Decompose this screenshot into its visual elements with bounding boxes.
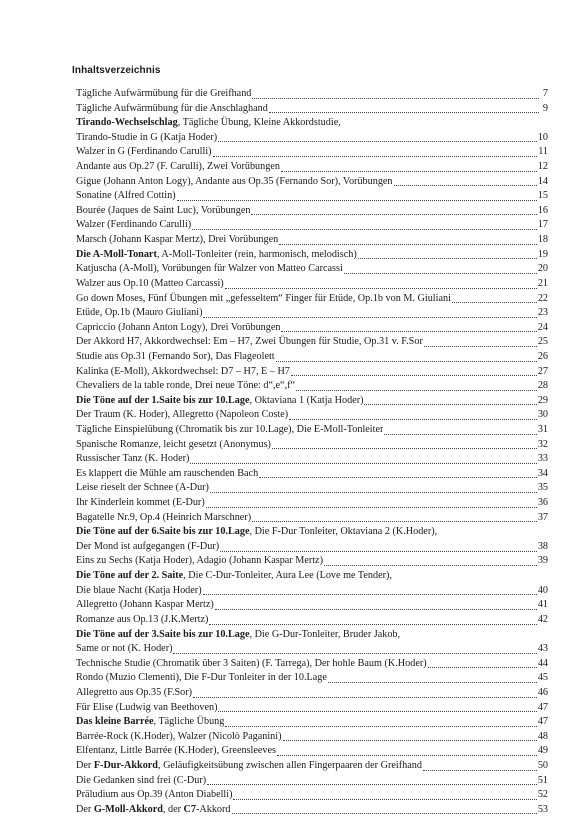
entry-title: Marsch (Johann Kaspar Mertz), Drei Vorübungen: [76, 234, 279, 246]
toc-list: [76, 87, 548, 817]
entry-prefix: Der: [76, 760, 94, 772]
entry-bold-title: F-Dur-Akkord: [93, 760, 158, 772]
page-number: 37: [537, 511, 548, 523]
dot-leader: [324, 564, 537, 566]
toc-entry[interactable]: [76, 788, 548, 803]
entry-title-wrap: [76, 423, 383, 438]
toc-entry[interactable]: [76, 145, 548, 160]
entry-title: Die Gedanken sind frei (C-Dur): [76, 774, 207, 786]
toc-entry[interactable]: [76, 701, 548, 716]
dot-leader: [279, 243, 537, 245]
toc-entry-line: [76, 423, 548, 438]
entry-title-wrap: [76, 321, 280, 336]
page-number: 32: [537, 438, 548, 450]
dot-leader: [218, 710, 536, 712]
toc-entry-line: [76, 218, 548, 233]
page-number: 36: [537, 497, 548, 509]
entry-title: Studie aus Op.31 (Fernando Sor), Das Flageolett: [76, 350, 275, 362]
toc-entry[interactable]: [76, 189, 548, 204]
dot-leader: [272, 447, 537, 449]
toc-entry-line: [76, 555, 548, 570]
entry-title: Bourée (Jaques de Saint Luc), Vorübungen: [76, 204, 251, 216]
entry-bold-title: Die Töne auf der 2. Saite: [76, 570, 184, 582]
entry-title: Tägliche Aufwärmübung für die Greifhand: [76, 87, 252, 99]
dot-leader: [269, 111, 539, 113]
entry-title-wrap: [76, 467, 258, 482]
page-title: Inhaltsverzeichnis: [72, 65, 161, 76]
dot-leader: [209, 623, 536, 625]
toc-entry-line: [76, 452, 548, 467]
entry-bold-title: Die A-Moll-Tonart: [76, 248, 157, 260]
page-number: 47: [537, 701, 548, 713]
dot-leader: [213, 155, 538, 157]
dot-leader: [210, 491, 537, 493]
page-number: 20: [537, 263, 548, 275]
page-number: 34: [537, 467, 548, 479]
entry-title: Präludium aus Op.39 (Anton Diabelli): [76, 789, 233, 801]
entry-title: Die blaue Nacht (Katja Hoder): [76, 584, 202, 596]
toc-entry-line: [76, 671, 548, 686]
entry-title: Chevaliers de la table ronde, Drei neue Töne: d“,e“,f“: [76, 380, 296, 392]
entry-title: Romanze aus Op.13 (J.K.Mertz): [76, 613, 209, 625]
toc-entry-line: [76, 540, 548, 555]
entry-title: -Akkord: [196, 803, 231, 815]
toc-entry-line: [76, 613, 548, 628]
toc-entry-line: [76, 701, 548, 716]
entry-title: Russischer Tanz (K. Hoder): [76, 453, 190, 465]
dot-leader: [259, 476, 537, 478]
page-number: 30: [537, 409, 548, 421]
toc-entry-line: [76, 686, 548, 701]
toc-entry[interactable]: [76, 379, 548, 394]
entry-title: Etüde, Op.1b (Mauro Giuliani): [76, 307, 203, 319]
dot-leader: [252, 520, 537, 522]
entry-title-wrap: [76, 262, 343, 277]
page-number: 42: [537, 613, 548, 625]
entry-bold-title: C7: [183, 803, 196, 815]
entry-title-wrap: [76, 145, 212, 160]
dot-leader: [251, 213, 536, 215]
dot-leader: [232, 812, 537, 814]
page-number: 19: [537, 248, 548, 260]
dot-leader: [193, 696, 537, 698]
toc-entry[interactable]: [76, 671, 548, 686]
toc-entry-line: [76, 628, 548, 643]
toc-entry-line: [76, 365, 548, 380]
toc-entry-line: [76, 394, 548, 409]
entry-title-wrap: [76, 598, 214, 613]
entry-title: Bagatelle Nr.9, Op.4 (Heinrich Marschner): [76, 511, 252, 523]
entry-title-wrap: [76, 438, 271, 453]
toc-entry[interactable]: [76, 730, 548, 745]
entry-title-wrap: [76, 160, 280, 175]
toc-entry-line: [76, 248, 548, 263]
toc-entry-line: [76, 657, 548, 672]
toc-entry[interactable]: [76, 175, 548, 190]
toc-entry-line: [76, 569, 548, 584]
entry-title: Der Mond ist aufgegangen (F-Dur): [76, 540, 220, 552]
entry-title-wrap: [76, 788, 232, 803]
toc-entry-line: [76, 598, 548, 613]
dot-leader: [424, 345, 537, 347]
entry-title: Kalinka (E-Moll), Akkordwechsel: D7 – H7, E – H7: [76, 365, 290, 377]
toc-entry-line: [76, 438, 548, 453]
page-number: 21: [537, 277, 548, 289]
page-number: 27: [537, 365, 548, 377]
dot-leader: [358, 257, 537, 259]
toc-entry[interactable]: [76, 657, 548, 672]
toc-entry[interactable]: [76, 715, 548, 730]
entry-title-wrap: [76, 408, 288, 423]
toc-entry-line: [76, 335, 548, 350]
entry-title: Allegretto (Johann Kaspar Mertz): [76, 599, 214, 611]
entry-title: Tirando-Studie in G (Katja Hoder): [76, 131, 218, 143]
entry-title: Barrée-Rock (K.Hoder), Walzer (Nicolò Paganini): [76, 730, 282, 742]
page-number: 44: [537, 657, 548, 669]
entry-bold-title: Das kleine Barrée: [76, 716, 154, 728]
toc-entry-line: [76, 160, 548, 175]
toc-entry[interactable]: [76, 555, 548, 570]
dot-leader: [296, 389, 537, 391]
dot-leader: [225, 287, 537, 289]
entry-title-wrap: [76, 365, 290, 380]
entry-title-wrap: [76, 686, 192, 701]
toc-entry-line: [76, 496, 548, 511]
entry-title-wrap: [76, 496, 205, 511]
entry-bold-title: G-Moll-Akkord: [93, 803, 163, 815]
page-number: 23: [537, 307, 548, 319]
page-number: 26: [537, 350, 548, 362]
toc-entry-line: [76, 277, 548, 292]
toc-entry[interactable]: [76, 423, 548, 438]
dot-leader: [203, 593, 537, 595]
dot-leader: [423, 769, 537, 771]
toc-entry[interactable]: [76, 335, 548, 350]
entry-title: , Tägliche Übung, Kleine Akkordstudie,: [177, 117, 341, 129]
toc-entry[interactable]: [76, 598, 548, 613]
page-number: 46: [537, 686, 548, 698]
page-number: 7: [542, 87, 548, 99]
entry-title-wrap: [76, 292, 451, 307]
dot-leader: [207, 783, 537, 785]
entry-title-wrap: [76, 744, 276, 759]
toc-entry[interactable]: [76, 394, 548, 409]
page-number: 10: [537, 131, 548, 143]
entry-title-wrap: [76, 189, 176, 204]
entry-title: Der Traum (K. Hoder), Allegretto (Napoleon Coste): [76, 409, 289, 421]
page-number: 35: [537, 482, 548, 494]
toc-entry[interactable]: [76, 481, 548, 496]
dot-leader: [206, 506, 537, 508]
toc-entry[interactable]: [76, 218, 548, 233]
toc-entry[interactable]: [76, 350, 548, 365]
toc-entry[interactable]: [76, 686, 548, 701]
page-number: 31: [537, 424, 548, 435]
toc-entry-line: [76, 262, 548, 277]
dot-leader: [215, 608, 537, 610]
entry-title: , Die C-Dur-Tonleiter, Aura Lee (Love me Tender),: [183, 570, 392, 582]
toc-entry[interactable]: [76, 102, 548, 117]
toc-entry[interactable]: [76, 467, 548, 482]
page-number: 45: [537, 672, 548, 684]
toc-entry-line: [76, 379, 548, 394]
entry-title: Walzer aus Op.10 (Matteo Carcassi): [76, 277, 224, 289]
entry-bold-title: Die Töne auf der 6.Saite bis zur 10.Lage: [76, 526, 250, 538]
toc-entry[interactable]: [76, 438, 548, 453]
page-number: 38: [537, 540, 548, 552]
entry-title-wrap: [76, 350, 275, 365]
dot-leader: [225, 725, 536, 727]
entry-title-wrap: [76, 175, 393, 190]
entry-title: Gigue (Johann Anton Logy), Andante aus Op.35 (Fernando Sor), Vorübungen: [76, 175, 393, 187]
dot-leader: [281, 330, 536, 332]
entry-title-wrap: [76, 131, 217, 146]
entry-title: Es klappert die Mühle am rauschenden Bach: [76, 467, 259, 479]
entry-title: , A-Moll-Tonleiter (rein, harmonisch, melodisch): [156, 248, 357, 260]
dot-leader: [364, 403, 536, 405]
toc-entry-line: [76, 774, 548, 789]
toc-entry-line: [76, 467, 548, 482]
toc-entry[interactable]: [76, 408, 548, 423]
entry-title: , Die G-Dur-Tonleiter, Bruder Jakob,: [249, 628, 401, 640]
toc-entry[interactable]: [76, 277, 548, 292]
dot-leader: [428, 666, 537, 668]
page-number: 53: [537, 803, 548, 815]
toc-entry-line: [76, 102, 548, 117]
page-number: 50: [537, 760, 548, 772]
toc-entry[interactable]: [76, 613, 548, 628]
toc-entry[interactable]: [76, 116, 548, 145]
entry-title: Eins zu Sechs (Katja Hoder), Adagio (Johann Kaspar Mertz): [76, 555, 323, 567]
entry-title-wrap: [76, 277, 224, 292]
toc-entry[interactable]: [76, 87, 548, 102]
dot-leader: [394, 184, 537, 186]
page-number: 51: [537, 774, 548, 786]
entry-title: Same or not (K. Hoder): [76, 643, 173, 655]
page-number: 43: [537, 643, 548, 655]
entry-title-wrap: [76, 102, 268, 117]
dot-leader: [328, 681, 537, 683]
toc-entry-line: [76, 511, 548, 526]
page-number: 40: [537, 584, 548, 596]
toc-entry-line: [76, 481, 548, 496]
toc-entry-line: [76, 233, 548, 248]
toc-entry-line: [76, 189, 548, 204]
dot-leader: [218, 140, 537, 142]
entry-title: Andante aus Op.27 (F. Carulli), Zwei Vorübungen: [76, 161, 280, 173]
entry-title: Walzer (Ferdinando Carulli): [76, 219, 192, 231]
entry-title: , Oktaviana 1 (Katja Hoder): [249, 394, 364, 406]
toc-entry[interactable]: [76, 569, 548, 598]
entry-title-wrap: [76, 394, 363, 409]
toc-entry[interactable]: [76, 744, 548, 759]
page-number: 33: [537, 453, 548, 465]
toc-entry-line: [76, 306, 548, 321]
toc-entry-line: [76, 715, 548, 730]
toc-entry[interactable]: [76, 204, 548, 219]
entry-title-wrap: [76, 803, 231, 818]
page-number: 52: [537, 789, 548, 801]
entry-mid: , der: [162, 803, 184, 815]
dot-leader: [276, 360, 537, 362]
toc-entry[interactable]: [76, 262, 548, 277]
entry-bold-title: Die Töne auf der 3.Saite bis zur 10.Lage: [76, 628, 250, 640]
toc-entry-line: [76, 131, 548, 146]
toc-entry[interactable]: [76, 248, 548, 263]
toc-entry[interactable]: [76, 511, 548, 526]
entry-title-wrap: [76, 233, 278, 248]
toc-entry-line: [76, 525, 548, 540]
dot-leader: [252, 97, 539, 99]
entry-title-wrap: [76, 511, 251, 526]
page-number: 18: [537, 234, 548, 246]
entry-title: Für Elise (Ludwig van Beethoven): [76, 701, 218, 713]
page-number: 49: [537, 745, 548, 757]
toc-entry-line: [76, 321, 548, 336]
entry-title: , Die F-Dur Tonleiter, Oktaviana 2 (K.Hoder),: [249, 526, 438, 538]
toc-entry-line: [76, 744, 548, 759]
toc-entry-line: [76, 204, 548, 219]
page-number: 25: [537, 336, 548, 348]
page-number: 48: [537, 730, 548, 742]
entry-title-wrap: [76, 584, 202, 599]
entry-title: Allegretto aus Op.35 (F.Sor): [76, 686, 193, 698]
entry-title: Tägliche Aufwärmübung für die Anschlaghand: [76, 102, 268, 114]
toc-entry[interactable]: [76, 774, 548, 789]
entry-title: Rondo (Muzio Clementi), Die F-Dur Tonleiter in der 10.Lage: [76, 672, 327, 684]
toc-entry[interactable]: [76, 496, 548, 511]
page-number: 47: [537, 716, 548, 728]
entry-title-wrap: [76, 481, 209, 496]
dot-leader: [283, 739, 537, 741]
entry-title: Leise rieselt der Schnee (A-Dur): [76, 482, 209, 494]
page-number: 41: [537, 599, 548, 611]
dot-leader: [277, 754, 537, 756]
entry-prefix: Der: [76, 803, 94, 815]
toc-entry[interactable]: [76, 452, 548, 467]
toc-entry-line: [76, 759, 548, 774]
entry-title-wrap: [76, 204, 250, 219]
dot-leader: [281, 170, 537, 172]
page-number: 15: [537, 190, 548, 202]
entry-title-wrap: [76, 218, 191, 233]
entry-title-wrap: [76, 452, 189, 467]
entry-title: Katjuscha (A-Moll), Vorübungen für Walzer von Matteo Carcassi: [76, 263, 343, 275]
entry-title: , Geläufigkeitsübung zwischen allen Fingerpaaren der Greifhand: [157, 760, 422, 772]
toc-entry-line: [76, 788, 548, 803]
dot-leader: [203, 316, 536, 318]
entry-bold-title: Tirando-Wechselschlag: [76, 117, 178, 129]
entry-title-wrap: [76, 554, 323, 569]
toc-entry-line: [76, 584, 548, 599]
toc-entry-line: [76, 350, 548, 365]
entry-title: Der Akkord H7, Akkordwechsel: Em – H7, Zwei Übungen für Studie, Op.31 v. F.Sor: [76, 336, 423, 348]
entry-title-wrap: [76, 613, 208, 628]
entry-title-wrap: [76, 730, 282, 745]
dot-leader: [192, 228, 537, 230]
entry-title-wrap: [76, 540, 219, 555]
page-number: 29: [537, 394, 548, 406]
entry-title: Technische Studie (Chromatik über 3 Saiten) (F. Tarrega), Der hohle Baum (K.Hoder): [76, 657, 427, 669]
entry-bold-title: Die Töne auf der 1.Saite bis zur 10.Lage: [76, 394, 250, 406]
toc-entry-line: [76, 175, 548, 190]
dot-leader: [220, 550, 537, 552]
dot-leader: [173, 652, 536, 654]
toc-entry[interactable]: [76, 306, 548, 321]
entry-title: Walzer in G (Ferdinando Carulli): [76, 146, 212, 158]
page-number: 17: [537, 219, 548, 231]
entry-title: Spanische Romanze, leicht gesetzt (Anonymus): [76, 438, 271, 450]
page-number: 12: [537, 161, 548, 173]
dot-leader: [291, 374, 537, 376]
toc-entry[interactable]: [76, 365, 548, 380]
entry-title-wrap: [76, 774, 206, 789]
dot-leader: [190, 462, 536, 464]
entry-title: Go down Moses, Fünf Übungen mit „gefesseltem“ Finger für Etüde, Op.1b von M. Giuliani: [76, 292, 451, 304]
page-number: 28: [537, 380, 548, 392]
entry-title: Sonatine (Alfred Cottin): [76, 190, 176, 202]
page-number: 9: [542, 102, 548, 114]
toc-entry-line: [76, 803, 548, 818]
page-number: 16: [537, 204, 548, 216]
toc-entry[interactable]: [76, 759, 548, 774]
toc-entry-line: [76, 292, 548, 307]
entry-title-wrap: [76, 87, 251, 102]
dot-leader: [177, 199, 537, 201]
dot-leader: [452, 301, 537, 303]
entry-title-wrap: [76, 306, 202, 321]
page-number: 39: [537, 555, 548, 567]
entry-title: Capriccio (Johann Anton Logy), Drei Vorübungen: [76, 321, 281, 333]
page-number: 22: [537, 292, 548, 304]
entry-title-wrap: [76, 715, 224, 730]
entry-title-wrap: [76, 379, 295, 394]
toc-entry-line: [76, 730, 548, 745]
entry-title-wrap: [76, 657, 427, 672]
toc-entry-line: [76, 642, 548, 657]
dot-leader: [344, 272, 537, 274]
toc-entry-line: [76, 87, 548, 102]
entry-title: Tägliche Einspielübung (Chromatik bis zur 10.Lage), Die E-Moll-Tonleiter: [76, 424, 384, 435]
page-number: 14: [537, 175, 548, 187]
entry-title-wrap: [76, 335, 423, 350]
dot-leader: [289, 418, 537, 420]
toc-entry[interactable]: [76, 525, 548, 554]
entry-title: , Tägliche Übung: [153, 716, 225, 728]
toc-entry[interactable]: [76, 803, 548, 818]
toc-entry[interactable]: [76, 292, 548, 307]
entry-title-wrap: [76, 701, 217, 716]
page-number: 11: [538, 146, 548, 158]
entry-title-wrap: [76, 642, 172, 657]
entry-title: Ihr Kinderlein kommet (E-Dur): [76, 497, 205, 509]
toc-entry[interactable]: [76, 160, 548, 175]
entry-title-wrap: [76, 248, 357, 263]
toc-entry-line: [76, 145, 548, 160]
entry-title-wrap: [76, 759, 422, 774]
toc-entry[interactable]: [76, 321, 548, 336]
dot-leader: [384, 433, 536, 435]
page-number: 24: [537, 321, 548, 333]
entry-title: Elfentanz, Little Barrée (K.Hoder), Greensleeves: [76, 745, 276, 757]
toc-entry-line: [76, 116, 548, 131]
toc-entry[interactable]: [76, 628, 548, 657]
entry-title-wrap: [76, 671, 327, 686]
dot-leader: [233, 798, 536, 800]
toc-entry-line: [76, 408, 548, 423]
toc-entry[interactable]: [76, 233, 548, 248]
